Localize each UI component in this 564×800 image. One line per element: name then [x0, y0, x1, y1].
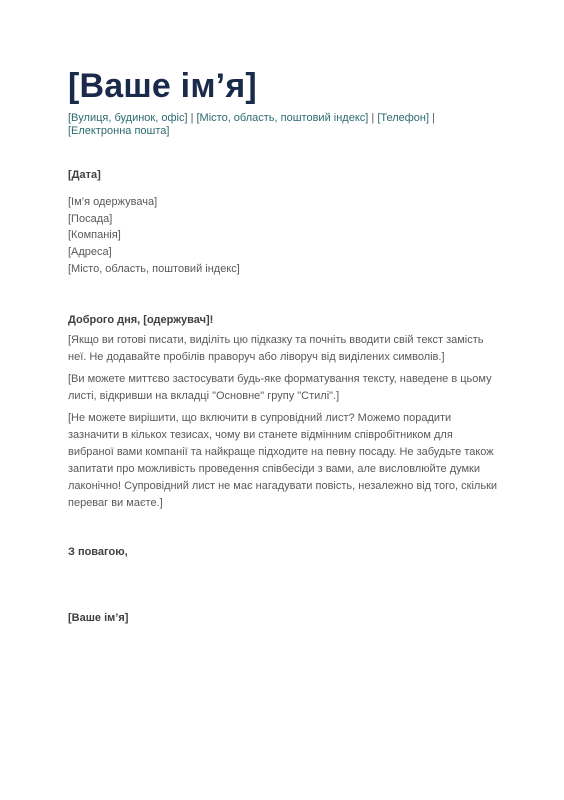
contact-email[interactable]: [Електронна пошта] — [68, 124, 170, 137]
body-paragraph[interactable]: [Не можете вирішити, що включити в супровідний лист? Можемо порадити зазначити в кількох тезисах, чому ви станете відмінним співробітником для вибраної вами компанії та найкраще підходите на певну посаду. Не забудьте також запитати про можливість проведення співбесіди з вами, але висловлюйте думки лаконічно! Супровідний лист не має нагадувати повість, незалежно від того, скільки переваг ви маєте.] — [68, 411, 498, 509]
contact-phone[interactable]: [Телефон] — [377, 112, 430, 124]
body-paragraph[interactable]: [Якщо ви готові писати, виділіть цю підказку та почніть вводити свій текст замість неї. Не додавайте пробілів праворуч або ліворуч від виділених символів.] — [68, 333, 484, 363]
recipient-address[interactable]: [Адреса] — [68, 246, 112, 259]
letter-page — [68, 66, 500, 625]
contact-city[interactable]: [Місто, область, поштовий індекс] — [196, 112, 369, 124]
contact-line — [68, 112, 500, 137]
closing[interactable]: З повагою, — [68, 545, 128, 558]
recipient-city[interactable]: [Місто, область, поштовий індекс] — [68, 262, 240, 275]
contact-separator: | — [190, 112, 194, 124]
letter-date[interactable]: [Дата] — [68, 169, 101, 181]
recipient-company[interactable]: [Компанія] — [68, 229, 121, 242]
contact-separator: | — [371, 112, 375, 124]
recipient-name[interactable]: [Ім’я одержувача] — [68, 196, 158, 208]
recipient-block — [68, 194, 500, 278]
sender-name[interactable]: [Ваше ім’я] — [68, 67, 257, 105]
salutation[interactable]: Доброго дня, [одержувач]! — [68, 313, 214, 326]
contact-street[interactable]: [Вулиця, будинок, офіс] — [68, 112, 188, 124]
signature-name[interactable]: [Ваше ім’я] — [68, 611, 129, 624]
recipient-title[interactable]: [Посада] — [68, 212, 113, 225]
contact-separator: | — [432, 112, 435, 124]
body-paragraph[interactable]: [Ви можете миттєво застосувати будь-яке форматування тексту, наведене в цьому листі, відкривши на вкладці "Основне" групу "Стилі".] — [68, 372, 492, 402]
